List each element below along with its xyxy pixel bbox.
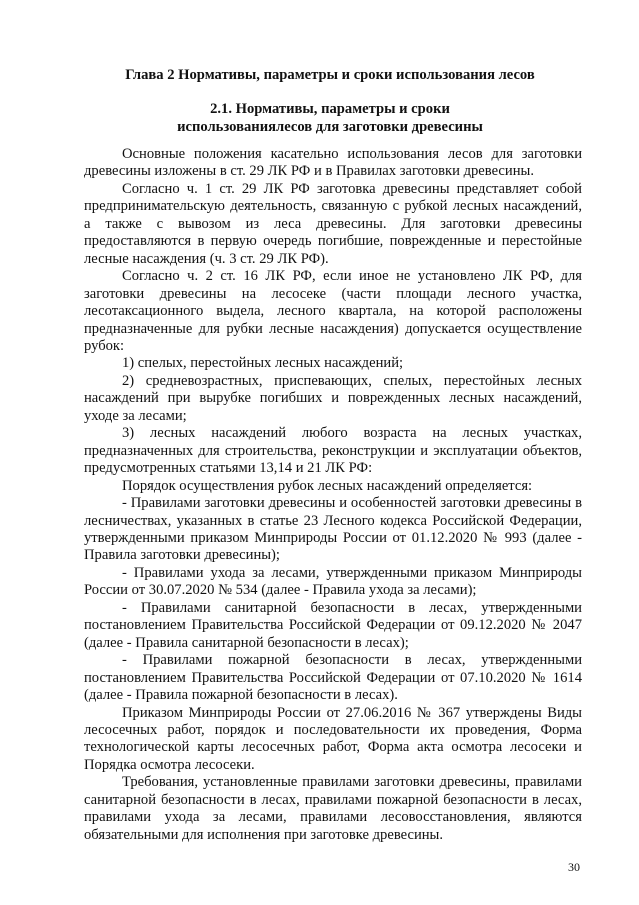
rule-fire-safety: - Правилами пожарной безопасности в лесах, утвержденными постановлением Правительства Российской Федерации от 07.10.2020 № 1614 (далее - Правила пожарной безопасности в лесах). <box>84 652 582 704</box>
paragraph-article-16: Согласно ч. 2 ст. 16 ЛК РФ, если иное не установлено ЛК РФ, для заготовки древесины на лесосеке (части площади лесного участка, лесотаксационного выдела, лесного квартала, на которой расположены предназначенные для рубки лесные насаждения) допускается осуществление рубок: <box>84 268 582 354</box>
paragraph-article-29: Согласно ч. 1 ст. 29 ЛК РФ заготовка древесины представляет собой предпринимательскую деятельность, связанную с рубкой лесных насаждений, а также с вывозом из леса древесины. Для заготовки древесины предоставляются в первую очередь погибшие, поврежденные и перестойные лесные насаждения (ч. 3 ст. 29 ЛК РФ). <box>84 180 582 267</box>
paragraph-intro: Основные положения касательно использования лесов для заготовки древесины изложены в ст. 29 ЛК РФ и в Правилах заготовки древесины. <box>84 146 582 180</box>
list-item-1: 1) спелых, перестойных лесных насаждений; <box>122 355 404 372</box>
page-number: 30 <box>568 860 580 874</box>
paragraph-requirements: Требования, установленные правилами заготовки древесины, правилами санитарной безопасности в лесах, правилами пожарной безопасности в лесах, правилами ухода за лесами, правилами лесовосстановления, являются обязательными для исполнения при заготовке древесины. <box>84 774 582 843</box>
section-title-line-2: использованиялесов для заготовки древесины <box>177 119 483 135</box>
rule-harvesting: - Правилами заготовки древесины и особенностей заготовки древесины в лесничествах, указанных в статье 23 Лесного кодекса Российской Федерации, утвержденными приказом Минприроды России от 01.12.2020 № 993 (далее - Правила заготовки древесины); <box>84 495 582 564</box>
paragraph-order-367: Приказом Минприроды России от 27.06.2016 № 367 утверждены Виды лесосечных работ, порядок и последовательности их проведения, Форма технологической карты лесосечных работ, Форма акта осмотра лесосеки и Порядка осмотра лесосеки. <box>84 704 582 773</box>
rule-sanitary: - Правилами санитарной безопасности в лесах, утвержденными постановлением Правительства Российской Федерации от 09.12.2020 № 2047 (далее - Правила санитарной безопасности в лесах); <box>84 599 582 651</box>
paragraph-procedure: Порядок осуществления рубок лесных насаждений определяется: <box>122 477 533 494</box>
list-item-2: 2) средневозрастных, приспевающих, спелых, перестойных лесных насаждений при вырубке погибших и поврежденных лесных насаждений, уходе за лесами; <box>84 372 582 424</box>
body-text <box>84 146 582 844</box>
section-title <box>60 100 600 136</box>
section-title-line-1: 2.1. Нормативы, параметры и сроки <box>210 101 450 117</box>
rule-forest-care: - Правилами ухода за лесами, утвержденными приказом Минприроды России от 30.07.2020 № 534 (далее - Правила ухода за лесами); <box>84 564 582 599</box>
chapter-title: Глава 2 Нормативы, параметры и сроки использования лесов <box>125 67 535 83</box>
list-item-3: 3) лесных насаждений любого возраста на лесных участках, предназначенных для строительства, реконструкции и эксплуатации объектов, предусмотренных статьями 13,14 и 21 ЛК РФ: <box>84 425 582 477</box>
